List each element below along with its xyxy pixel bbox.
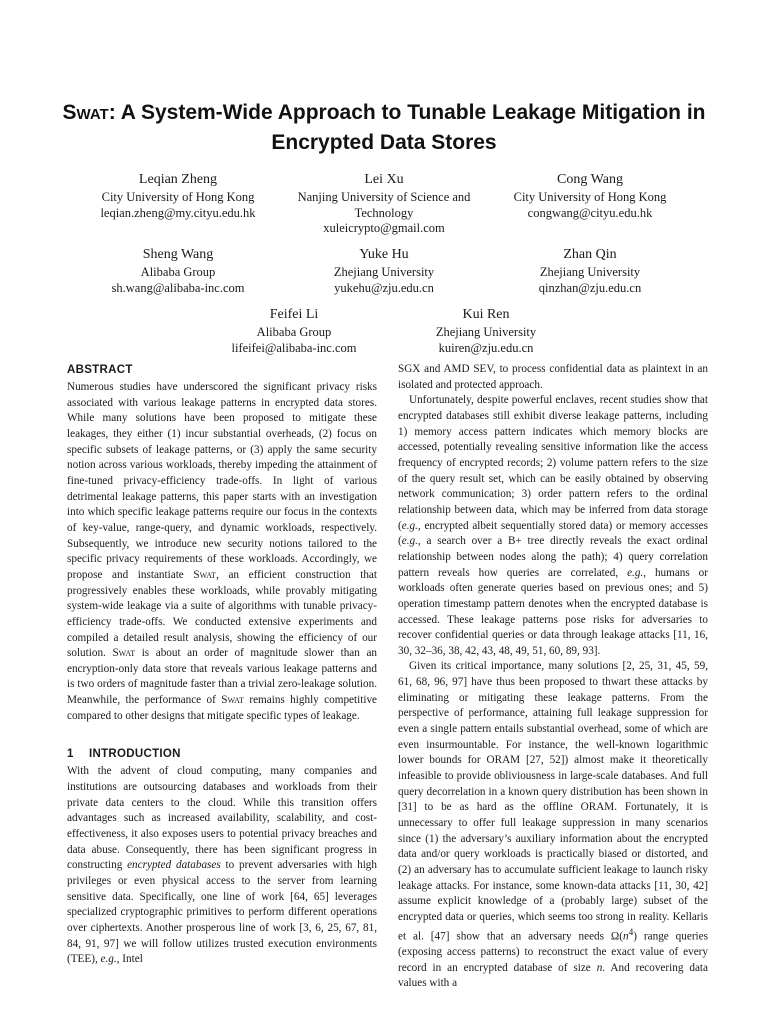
author-email: lifeifei@alibaba-inc.com [231, 340, 357, 355]
author-affiliation: City University of Hong Kong [513, 190, 667, 204]
author-block [490, 170, 690, 221]
section-number: 1 [67, 748, 74, 761]
author-affiliation: Nanjing University of Science and Technology [297, 190, 471, 220]
author-name: Feifei Li [269, 307, 319, 322]
intro-paragraph: Unfortunately, despite powerful enclaves, recent studies show that encrypted databases still exhibit diverse leakage patterns, including 1) memory access pattern indicates which memory blocks are accessed, potentially revealing sensitive information like the access frequency of encrypted records; 2) volume pattern refers to the size of the query result set, which can be easily obtained by observing network communication; 3) order pattern refers to the ordinal relationship between data, which may be inferred from data storage (e.g., encrypted albeit sequentially stored data) or memory accesses (e.g., a search over a B+ tree directly reveals the exact ordinal relationship between nodes along the path); 4) query correlation pattern reveals how queries are correlated, e.g., humans or workloads often generate queries based on previous ones; and 5) operation timestamp pattern denotes when the encrypted database is accessed. These leakage patterns pose risks for adversaries to recover confidential queries or data through leakage attacks [11, 16, 30, 32–36, 38, 42, 43, 48, 49, 51, 60, 89, 93]. [398, 394, 708, 657]
section-title: INTRODUCTION [89, 748, 181, 761]
author-email: sh.wang@alibaba-inc.com [111, 280, 245, 295]
author-email: qinzhan@zju.edu.cn [538, 280, 642, 295]
author-affiliation: Zhejiang University [333, 265, 435, 279]
author-block [194, 305, 394, 356]
author-email: congwang@cityu.edu.hk [527, 205, 653, 220]
author-name: Zhan Qin [563, 247, 617, 262]
left-column [67, 362, 377, 968]
author-block [78, 245, 278, 296]
right-column [398, 362, 708, 992]
author-affiliation: Alibaba Group [256, 325, 332, 339]
author-name: Sheng Wang [142, 247, 214, 262]
author-block [284, 170, 484, 237]
paper-title [40, 98, 728, 158]
abstract-heading: ABSTRACT [67, 364, 133, 376]
author-email: leqian.zheng@my.cityu.edu.hk [100, 205, 256, 220]
author-name: Lei Xu [364, 172, 404, 187]
author-block [490, 245, 690, 296]
author-email: xuleicrypto@gmail.com [323, 221, 445, 235]
system-name: Swat [112, 647, 136, 660]
author-affiliation: Zhejiang University [435, 325, 537, 339]
intro-paragraph: With the advent of cloud computing, many companies and institutions are outsourcing databases and workloads from their private data centers to the cloud. While this transition offers advantages such as increased availability, scalability, and cost-effectiveness, it also exposes users to potential privacy breaches and data abuse. Consequently, there has been significant progress in constructing encrypted databases to prevent adversaries with high privileges or even physical access to the server from learning sensitive data. Specifically, one line of work [64, 65] leverages specialized cryptographic primitives to perform different operations over ciphertexts. Another prosperous line of work [3, 6, 25, 67, 81, 84, 91, 97] we will follow utilizes trusted execution environments (TEE), e.g., Intel [67, 765, 377, 966]
author-email: kuiren@zju.edu.cn [438, 340, 534, 355]
author-block [78, 170, 278, 221]
author-name: Yuke Hu [359, 247, 409, 262]
author-name: Cong Wang [557, 172, 623, 187]
author-affiliation: City University of Hong Kong [101, 190, 255, 204]
system-name: Swat [62, 101, 109, 124]
section-heading-introduction [67, 746, 377, 762]
title-line-1: : A System-Wide Approach to Tunable Leakage Mitigation in [108, 101, 706, 124]
author-affiliation: Alibaba Group [140, 265, 216, 279]
system-name: Swat [221, 694, 244, 707]
author-name: Kui Ren [462, 307, 510, 322]
abstract-paragraph: Numerous studies have underscored the significant privacy risks associated with various leakage patterns in encrypted data stores. While many solutions have been proposed to mitigate these leakages, they either (1) incur substantial overheads, (2) focus on specific subsets of leakage patterns, or (3) apply the same security notion across various workloads, thereby impeding the attainment of fine-tuned privacy-efficiency trade-offs. In light of various detrimental leakage patterns, this paper starts with an investigation into which specific leakage patterns require our focus in the contexts of key-value, range-query, and dynamic workloads, respectively. Subsequently, we introduce new security notions tailored to the specific privacy requirements of these workloads. Accordingly, we propose and instantiate Swat, an efficient construction that progressively enables these workloads, while provably mitigating system-wide leakage via a suite of algorithms with tunable privacy-efficiency trade-offs. We conducted extensive experiments and compiled a detailed result analysis, showing the efficiency of our solution. Swat is about an order of magnitude slower than an encryption-only data store that reveals various leakage patterns and is two orders of magnitude faster than a trivial zero-leakage solution. Meanwhile, the performance of Swat remains highly competitive compared to other designs that mitigate specific types of leakage. [67, 381, 377, 722]
intro-paragraph: Given its critical importance, many solutions [2, 25, 31, 45, 59, 61, 68, 96, 97] have thus been proposed to thwart these attacks by eliminating or mitigating these leakage patterns. From the perspective of performance, attaining full leakage suppression for even a single pattern entails substantial overhead, some of which are even insurmountable. For instance, the well-known logarithmic lower bounds for ORAM [27, 52]) almost make it theoretically infeasible to provide obliviousness in large-scale databases. And full query decorrelation in a known query distribution has been shown in [31] to be as hard as the offline ORAM. Fortunately, it is unnecessary to offer full leakage suppression in many scenarios since (1) the adversary’s auxiliary information about the encrypted data and/or query workloads is practically biased or distorted, and (2) an adversary has to accumulate sufficient leakage to launch risky leakage attacks. For instance, some known-data attacks [11, 30, 42] assume explicit knowledge of a (probably large) subset of the encrypted data or queries, which seems too strong in reality. Kellaris et al. [47] show that an adversary needs $\Omega(n^4)$ range queries (exposing access patterns) to reconstruct the exact value of every record in an encrypted database of size n. And recovering data values with a [398, 660, 708, 990]
author-email: yukehu@zju.edu.cn [334, 280, 434, 295]
author-block [284, 245, 484, 296]
author-block [386, 305, 586, 356]
title-line-2: Encrypted Data Stores [271, 131, 497, 154]
intro-paragraph: SGX and AMD SEV, to process confidential data as plaintext in an isolated and protected approach. [398, 363, 708, 391]
system-name: Swat [193, 568, 217, 581]
author-affiliation: Zhejiang University [539, 265, 641, 279]
author-name: Leqian Zheng [138, 172, 218, 187]
